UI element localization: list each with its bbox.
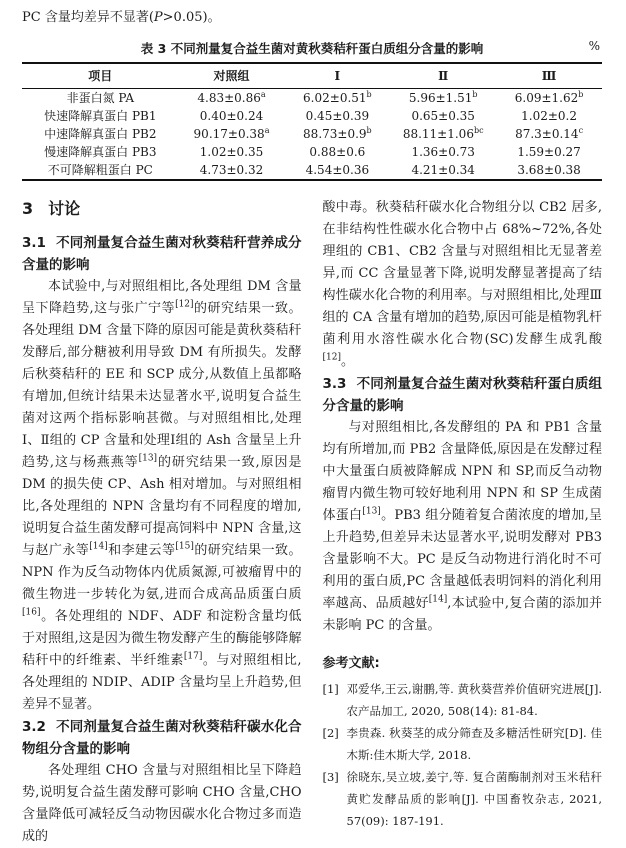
- section-number: 3.1: [22, 235, 46, 251]
- value-text: 5.96±1.51: [408, 91, 473, 105]
- table3-unit-label: %: [588, 39, 600, 53]
- column-right: [323, 197, 603, 848]
- reference-item: [323, 678, 603, 722]
- discussion-heading: [22, 199, 302, 219]
- cell-value: [179, 107, 285, 125]
- cell-value: [284, 161, 390, 180]
- cell-value: [284, 89, 390, 108]
- value-text: 88.73±0.9: [303, 127, 367, 141]
- value-text: 0.40±0.24: [199, 109, 264, 123]
- reference-text: 邓爱华,王云,谢鹏,等. 黄秋葵营养价值研究进展[J]. 农产品加工, 2020, 508(14): 81-84.: [346, 682, 602, 718]
- cell-value: [179, 143, 285, 161]
- cell-value: [496, 107, 602, 125]
- reference-text: 李贵森. 秋葵茎的成分筛查及多糖活性研究[D]. 佳木斯:佳木斯大学, 2018.: [346, 726, 602, 762]
- value-text: 6.02±0.51: [303, 91, 367, 105]
- reference-label: [2]: [322, 726, 339, 740]
- row-label: 非蛋白氮 PA: [66, 91, 135, 105]
- sig-superscript: b: [366, 90, 372, 99]
- section-3-3-paragraph: 与对照组相比,各发酵组的 PA 和 PB1 含量均有所增加,而 PB2 含量降低,原因是在发酵过程中大量蛋白质被降解成 NPN 和 SP,而反刍动物瘤胃内微生物可较好地利用 NPN 和 SP 生成菌体蛋白[13]。PB3 组分随着复合菌浓度的增加,呈上升趋势,但差异未达显著水平,说明发酵对 PB3 含量影响不大。PC 是反刍动物进行消化时不可利用的蛋白质,PC 含量越低表明饲料的消化利用率越高、品质越好[14],本试验中,复合菌的添加并未影响 PC 的含量。: [322, 420, 602, 633]
- cell-value: [496, 89, 602, 108]
- cell-value: [390, 107, 496, 125]
- section-title: 不同剂量复合益生菌对秋葵秸秆营养成分含量的影响: [22, 235, 302, 273]
- cell-value: [390, 89, 496, 108]
- value-text: 4.73±0.32: [199, 163, 264, 177]
- section-number: 3.3: [322, 376, 347, 392]
- sig-superscript: a: [264, 126, 270, 135]
- cell-value: [179, 125, 285, 143]
- table-row-pb2: [22, 125, 602, 143]
- reference-item: [323, 766, 603, 832]
- cell-value: [390, 143, 496, 161]
- reference-item: [323, 722, 603, 766]
- reference-label: [3]: [322, 770, 339, 784]
- section-3-2-heading: [22, 716, 302, 760]
- cell-value: [496, 143, 602, 161]
- value-text: 4.83±0.86: [197, 91, 261, 105]
- column-left: [22, 197, 302, 848]
- table3-block: [22, 38, 602, 181]
- cell-value: [284, 107, 390, 125]
- table-header-row: [22, 63, 602, 89]
- cell-value: [284, 125, 390, 143]
- header-cell-group-1: Ⅰ: [284, 63, 390, 89]
- row-label: 不可降解粗蛋白 PC: [47, 163, 153, 177]
- cell-value: [179, 161, 285, 180]
- references-heading: 参考文献:: [322, 656, 380, 671]
- cell-value: [390, 125, 496, 143]
- table3-caption-row: [22, 38, 602, 57]
- row-label: 快速降解真蛋白 PB1: [44, 109, 157, 123]
- cell-value: [179, 89, 285, 108]
- cell-value: [496, 161, 602, 180]
- cell-value: [496, 125, 602, 143]
- value-text: 88.11±1.06: [402, 127, 474, 141]
- cell-value: [284, 143, 390, 161]
- row-label: 慢速降解真蛋白 PB3: [44, 145, 157, 159]
- sig-superscript: c: [578, 126, 584, 135]
- intro-paragraph: PC 含量均差异不显著(P>0.05)。: [22, 10, 221, 25]
- section-3-1-paragraph: 本试验中,与对照组相比,各处理组 DM 含量呈下降趋势,这与张广宁等[12]的研究结果一致。各处理组 DM 含量下降的原因可能是黄秋葵秸秆发酵后,部分糖被利用导致 DM 有所损失。发酵后秋葵秸秆的 EE 和 SCP 成分,从数值上虽都略有增加,但统计结果未达显著水平,说明复合益生菌对这两个指标影响甚微。与对照组相比,处理Ⅰ、Ⅱ组的 CP 含量和处理Ⅰ组的 Ash 含量呈上升趋势,这与杨燕燕等[13]的研究结果一致,原因是 DM 的损失使 CP、Ash 相对增加。与对照组相比,各处理组的 NPN 含量均有不同程度的增加,说明复合益生菌发酵可提高饲料中 NPN 含量,这与赵广永等[14]和李建云等[15]的研究结果一致。NPN 作为反刍动物体内优质氮源,可被瘤胃中的微生物进一步转化为氨,进而合成高品质蛋白质[16]。各处理组的 NDF、ADF 和淀粉含量均低于对照组,这是因为微生物发酵产生的酶能够降解秸秆中的纤维素、半纤维素[17]。与对照组相比,各处理组的 NDIP、ADIP 含量均呈上升趋势,但差异不显著。: [22, 279, 302, 712]
- sig-superscript: b: [472, 90, 478, 99]
- sig-superscript: b: [366, 126, 372, 135]
- value-text: 0.88±0.6: [309, 145, 366, 159]
- value-text: 3.68±0.38: [517, 163, 581, 177]
- sig-superscript: b: [578, 90, 584, 99]
- sig-superscript: a: [260, 90, 266, 99]
- header-cell-group-2: Ⅱ: [390, 63, 496, 89]
- value-text: 0.65±0.35: [411, 109, 475, 123]
- value-text: 1.02±0.35: [199, 145, 264, 159]
- value-text: 4.21±0.34: [411, 163, 475, 177]
- header-cell-control: 对照组: [179, 63, 285, 89]
- table-row-pb1: [22, 107, 602, 125]
- reference-label: [1]: [322, 682, 339, 696]
- table-row-pc: [22, 161, 602, 180]
- header-cell-item: 项目: [22, 63, 179, 89]
- value-text: 90.17±0.38: [193, 127, 265, 141]
- value-text: 87.3±0.14: [515, 127, 579, 141]
- reference-text: 徐晓东,吴立坡,姜宁,等. 复合菌酶制剂对玉米秸秆黄贮发酵品质的影响[J]. 中国畜牧杂志, 2021, 57(09): 187-191.: [346, 770, 602, 828]
- table-row-pa: [22, 89, 602, 108]
- row-label: 中速降解真蛋白 PB2: [44, 127, 157, 141]
- section-3-2-paragraph-continuation: 酸中毒。秋葵秸秆碳水化合物组分以 CB2 居多,在非结构性性碳水化合物中占 68%~72%,各处理组的 CB1、CB2 含量与对照组相比无显著差异,而 CC 含量显著下降,说明发酵显著提高了结构性碳水化合物的利用率。与对照组相比,处理Ⅲ组的 CA 含量有增加的趋势,原因可能是植物乳杆菌利用水溶性碳水化合物(SC)发酵生成乳酸[12]。: [322, 200, 602, 369]
- sig-superscript: bc: [473, 126, 484, 135]
- value-text: 1.59±0.27: [517, 145, 581, 159]
- protein-components-table: [22, 62, 602, 181]
- two-column-body: [22, 197, 602, 848]
- table3-caption: 表 3 不同剂量复合益生菌对黄秋葵秸秆蛋白质组分含量的影响: [140, 41, 484, 56]
- value-text: 0.45±0.39: [305, 109, 370, 123]
- section-title: 不同剂量复合益生菌对秋葵秸秆蛋白质组分含量的影响: [322, 376, 602, 414]
- section-number: 3: [22, 199, 34, 218]
- section-3-2-paragraph-left: 各处理组 CHO 含量与对照组相比呈下降趋势,说明复合益生菌发酵可影响 CHO 含量,CHO 含量降低可减轻反刍动物因碳水化合物过多而造成的: [22, 763, 302, 844]
- value-text: 4.54±0.36: [305, 163, 370, 177]
- cell-value: [390, 161, 496, 180]
- value-text: 6.09±1.62: [514, 91, 579, 105]
- value-text: 1.36±0.73: [411, 145, 475, 159]
- header-cell-group-3: Ⅲ: [496, 63, 602, 89]
- section-title: 讨论: [48, 199, 81, 218]
- section-3-3-heading: [323, 373, 603, 417]
- value-text: 1.02±0.2: [521, 109, 577, 123]
- section-number: 3.2: [22, 719, 46, 735]
- section-3-1-heading: [22, 232, 302, 276]
- table-row-pb3: [22, 143, 602, 161]
- section-title: 不同剂量复合益生菌对秋葵秸秆碳水化合物组分含量的影响: [22, 719, 302, 757]
